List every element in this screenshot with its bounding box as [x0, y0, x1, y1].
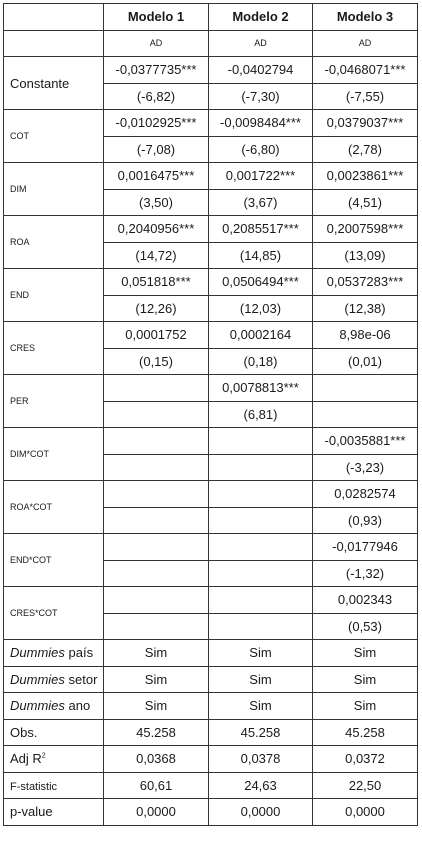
- t-statistic-cell: (3,50): [104, 189, 209, 216]
- t-statistic-cell: (14,85): [209, 242, 313, 269]
- stat-value-cell: 24,63: [209, 772, 313, 799]
- dummies-value-cell: Sim: [104, 640, 209, 667]
- stat-label-text: p-value: [10, 804, 53, 820]
- coefficient-cell: -0,0035881***: [313, 428, 418, 455]
- coefficient-row-per: [4, 375, 418, 402]
- stat-label-text: F-statistic: [10, 780, 58, 793]
- stat-value-cell: 60,61: [104, 772, 209, 799]
- stat-value-cell: 0,0372: [313, 746, 418, 773]
- stat-value-cell: 0,0000: [104, 799, 209, 826]
- stat-value-cell: 22,50: [313, 772, 418, 799]
- header-corner-cell: [4, 4, 104, 31]
- stat-row-adj: [4, 746, 418, 773]
- stat-label-obs: [4, 719, 104, 746]
- coefficient-cell: 0,002343: [313, 587, 418, 614]
- variable-label-cres-x-cot: CRES*COT: [4, 587, 104, 640]
- t-statistic-cell: (12,38): [313, 295, 418, 322]
- stat-label-superscript: 2: [41, 752, 46, 760]
- subheader-dependent-variable: AD: [209, 30, 313, 57]
- coefficient-row-end-x-cot: [4, 534, 418, 561]
- t-statistic-cell: [209, 507, 313, 534]
- variable-label-end-x-cot: END*COT: [4, 534, 104, 587]
- t-statistic-cell: (-6,82): [104, 83, 209, 110]
- coefficient-row-cres-x-cot: [4, 587, 418, 614]
- stat-value-cell: 0,0000: [313, 799, 418, 826]
- t-statistic-cell: (-1,32): [313, 560, 418, 587]
- dummies-label-italic: Dummies: [10, 671, 65, 687]
- t-statistic-cell: [104, 613, 209, 640]
- dummies-row: [4, 693, 418, 720]
- t-statistic-cell: [104, 401, 209, 428]
- coefficient-row-cot: [4, 110, 418, 137]
- coefficient-cell: 0,2040956***: [104, 216, 209, 243]
- t-statistic-cell: [104, 560, 209, 587]
- header-row: [4, 4, 418, 31]
- coefficient-row-dim: [4, 163, 418, 190]
- stat-row-f: [4, 772, 418, 799]
- stat-label-p: [4, 799, 104, 826]
- dummies-value-cell: Sim: [209, 640, 313, 667]
- t-statistic-cell: (2,78): [313, 136, 418, 163]
- t-statistic-cell: [104, 507, 209, 534]
- t-statistic-cell: (-7,55): [313, 83, 418, 110]
- t-statistic-cell: (-3,23): [313, 454, 418, 481]
- stat-value-cell: 0,0378: [209, 746, 313, 773]
- t-statistic-cell: (13,09): [313, 242, 418, 269]
- t-statistic-cell: [209, 454, 313, 481]
- variable-label-cot: COT: [4, 110, 104, 163]
- coefficient-cell: [104, 481, 209, 508]
- coefficient-cell: 0,0016475***: [104, 163, 209, 190]
- regression-table-body: [4, 4, 418, 826]
- dummies-value-cell: Sim: [209, 666, 313, 693]
- variable-label-per: PER: [4, 375, 104, 428]
- dummies-label-italic: Dummies: [10, 698, 65, 714]
- dummies-value-cell: Sim: [313, 693, 418, 720]
- coefficient-cell: 0,051818***: [104, 269, 209, 296]
- t-statistic-cell: (-7,08): [104, 136, 209, 163]
- variable-label-dim: DIM: [4, 163, 104, 216]
- subheader-dependent-variable: AD: [104, 30, 209, 57]
- coefficient-cell: [209, 481, 313, 508]
- stat-label-f: [4, 772, 104, 799]
- coefficient-cell: [104, 428, 209, 455]
- t-statistic-cell: (0,53): [313, 613, 418, 640]
- coefficient-cell: [209, 587, 313, 614]
- stat-label-text: Obs.: [10, 724, 38, 740]
- dummies-row: [4, 640, 418, 667]
- coefficient-cell: 0,0506494***: [209, 269, 313, 296]
- regression-table: [3, 3, 418, 826]
- dummies-label-suffix: ano: [64, 698, 91, 714]
- stat-value-cell: 0,0368: [104, 746, 209, 773]
- stat-value-cell: 45.258: [104, 719, 209, 746]
- coefficient-cell: 0,0537283***: [313, 269, 418, 296]
- t-statistic-cell: (4,51): [313, 189, 418, 216]
- subheader-row: [4, 30, 418, 57]
- dummies-label: [4, 640, 104, 667]
- t-statistic-cell: (-7,30): [209, 83, 313, 110]
- t-statistic-cell: (0,93): [313, 507, 418, 534]
- coefficient-cell: 0,0379037***: [313, 110, 418, 137]
- coefficient-cell: -0,0098484***: [209, 110, 313, 137]
- variable-label-roa-x-cot: ROA*COT: [4, 481, 104, 534]
- stat-value-cell: 45.258: [209, 719, 313, 746]
- coefficient-cell: [104, 534, 209, 561]
- coefficient-cell: -0,0177946: [313, 534, 418, 561]
- dummies-row: [4, 666, 418, 693]
- variable-label-end: END: [4, 269, 104, 322]
- coefficient-cell: [209, 428, 313, 455]
- column-header-modelo-2: Modelo 2: [209, 4, 313, 31]
- dummies-label-italic: Dummies: [10, 645, 65, 661]
- t-statistic-cell: [104, 454, 209, 481]
- t-statistic-cell: (-6,80): [209, 136, 313, 163]
- t-statistic-cell: (6,81): [209, 401, 313, 428]
- subheader-dependent-variable: AD: [313, 30, 418, 57]
- coefficient-row-cres: [4, 322, 418, 349]
- subheader-corner-cell: [4, 30, 104, 57]
- dummies-label-suffix: país: [64, 645, 94, 661]
- coefficient-cell: [313, 375, 418, 402]
- coefficient-cell: -0,0102925***: [104, 110, 209, 137]
- coefficient-row-constante: [4, 57, 418, 84]
- variable-label-cres: CRES: [4, 322, 104, 375]
- t-statistic-cell: (0,15): [104, 348, 209, 375]
- dummies-label: [4, 693, 104, 720]
- coefficient-row-roa: [4, 216, 418, 243]
- column-header-modelo-3: Modelo 3: [313, 4, 418, 31]
- variable-label-roa: ROA: [4, 216, 104, 269]
- t-statistic-cell: (14,72): [104, 242, 209, 269]
- coefficient-cell: [209, 534, 313, 561]
- stat-label-adj: [4, 746, 104, 773]
- stat-row-obs: [4, 719, 418, 746]
- dummies-value-cell: Sim: [104, 666, 209, 693]
- stat-value-cell: 45.258: [313, 719, 418, 746]
- variable-label-dim-x-cot: DIM*COT: [4, 428, 104, 481]
- t-statistic-cell: (0,01): [313, 348, 418, 375]
- t-statistic-cell: [313, 401, 418, 428]
- stat-label-text: Adj R: [10, 751, 42, 767]
- dummies-value-cell: Sim: [104, 693, 209, 720]
- coefficient-cell: -0,0402794: [209, 57, 313, 84]
- column-header-modelo-1: Modelo 1: [104, 4, 209, 31]
- t-statistic-cell: (12,03): [209, 295, 313, 322]
- dummies-value-cell: Sim: [209, 693, 313, 720]
- coefficient-cell: 0,0002164: [209, 322, 313, 349]
- coefficient-cell: [104, 587, 209, 614]
- stat-row-p: [4, 799, 418, 826]
- coefficient-cell: 0,2007598***: [313, 216, 418, 243]
- dummies-label-suffix: setor: [64, 671, 98, 687]
- t-statistic-cell: [209, 613, 313, 640]
- t-statistic-cell: [209, 560, 313, 587]
- coefficient-row-end: [4, 269, 418, 296]
- coefficient-cell: 0,0078813***: [209, 375, 313, 402]
- coefficient-cell: -0,0468071***: [313, 57, 418, 84]
- t-statistic-cell: (12,26): [104, 295, 209, 322]
- coefficient-row-roa-x-cot: [4, 481, 418, 508]
- coefficient-cell: 0,0282574: [313, 481, 418, 508]
- t-statistic-cell: (0,18): [209, 348, 313, 375]
- coefficient-cell: 8,98e-06: [313, 322, 418, 349]
- dummies-value-cell: Sim: [313, 640, 418, 667]
- coefficient-cell: -0,0377735***: [104, 57, 209, 84]
- t-statistic-cell: (3,67): [209, 189, 313, 216]
- coefficient-cell: 0,0001752: [104, 322, 209, 349]
- coefficient-cell: 0,2085517***: [209, 216, 313, 243]
- coefficient-cell: [104, 375, 209, 402]
- coefficient-cell: 0,001722***: [209, 163, 313, 190]
- dummies-value-cell: Sim: [313, 666, 418, 693]
- coefficient-cell: 0,0023861***: [313, 163, 418, 190]
- variable-label-constante: Constante: [4, 57, 104, 110]
- stat-value-cell: 0,0000: [209, 799, 313, 826]
- dummies-label: [4, 666, 104, 693]
- coefficient-row-dim-x-cot: [4, 428, 418, 455]
